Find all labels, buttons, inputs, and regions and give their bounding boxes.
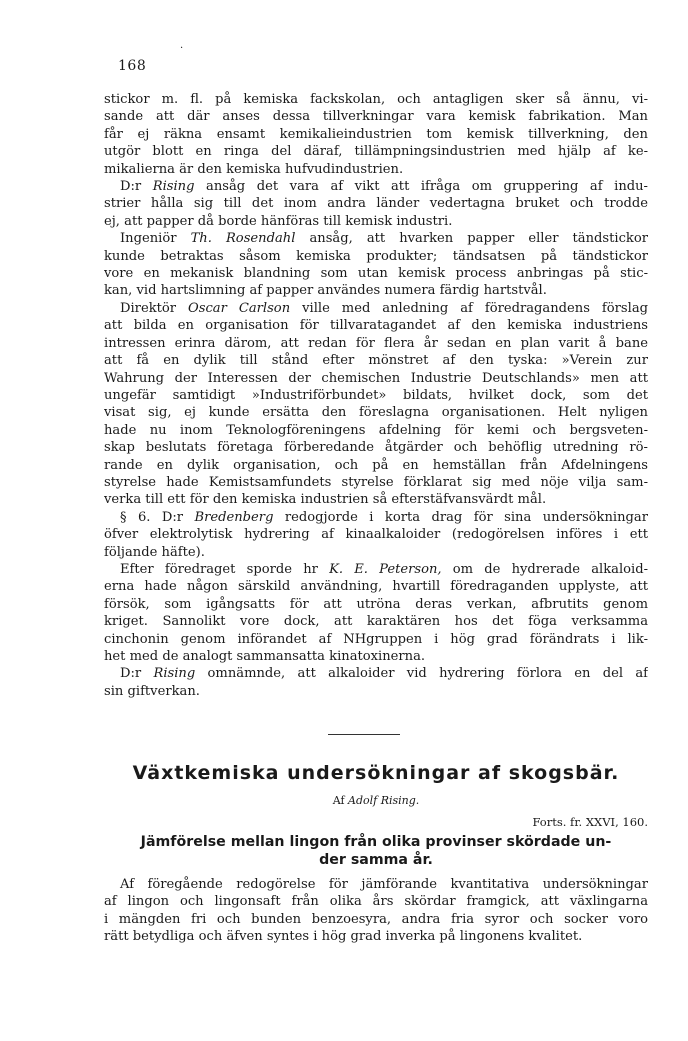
article-body [104, 876, 648, 946]
text-line: Wahrung der Interessen der chemischen Industrie Deutschlands» men att [104, 370, 648, 386]
paragraph-rising-2 [104, 665, 648, 700]
text-line: att bilda en organisation för tillvaratagandet af den kemiska industriens [104, 318, 648, 334]
text-line: rande en dylik organisation, och på en hemställan från Afdelningens [104, 457, 648, 473]
text-line: verka till ett för den kemiska industrien så efterstäfvansvärdt mål. [104, 492, 547, 508]
text-line: ungefär samtidigt »Industriförbundet» bildats, hvilket dock, som det [104, 387, 648, 403]
text-line: visat sig, ej kunde ersätta den föreslagna organisationen. Helt nyligen [104, 405, 648, 421]
text-line: intressen erinra därom, att redan för flera år sedan en plan varit å bane [104, 335, 648, 351]
text-line: Efter föredraget sporde hr K. E. Peterson, om de hydrerade alkaloid- [120, 561, 648, 577]
subtitle-line: Jämförelse mellan lingon från olika provinser skördade un- [140, 834, 612, 850]
text-line: kriget. Sannolikt vore dock, att karaktären hos det föga verksamma [104, 614, 648, 630]
text-line: öfver elektrolytisk hydrering af kinaalkaloider (redogörelsen införes i ett [104, 527, 648, 543]
text-line: af lingon och lingonsaft från olika års skördar framgick, att växlingarna [104, 894, 648, 910]
text-line: kunde betraktas såsom kemiska produkter; tändsatsen på tändstickor [104, 248, 648, 264]
person-name: Bredenberg [194, 509, 274, 525]
section-divider [328, 734, 400, 735]
text-line: i mängden fri och bunden benzoesyra, andra fria syror och socker voro [104, 911, 648, 927]
text-line: rätt betydliga och äfven syntes i hög grad inverka på lingonens kvalitet. [104, 929, 583, 945]
text-line: het med de analogt sammansatta kinatoxinerna. [104, 649, 426, 664]
person-name: Rising [153, 666, 196, 682]
text-line: cinchonin genom införandet af NHgruppen i hög grad förändrats i lik- [104, 631, 648, 647]
text-line: styrelse hade Kemistsamfundets styrelse förklarat sig med nöje vilja sam- [104, 474, 648, 490]
text-line: kan, vid hartslimning af papper användes numera färdig hartstvål. [104, 283, 547, 299]
paragraph-peterson [104, 561, 648, 665]
subtitle-line: der samma år. [319, 852, 433, 868]
paragraph-intro [104, 876, 648, 946]
article-author: Af Adolf Rising. [332, 794, 420, 807]
person-name: K. E. Peterson, [329, 561, 442, 577]
paragraph-bredenberg [104, 509, 648, 561]
paragraph-rosendahl [104, 230, 648, 300]
person-name: Rising [152, 179, 195, 195]
person-name: Oscar Carlson [188, 300, 291, 316]
text-line: utgör blott en ringa del däraf, tillämpningsindustrien med hjälp af ke- [104, 144, 648, 160]
continuation-note: Forts. fr. XXVI, 160. [532, 815, 648, 829]
text-line: försök, som igångsatts för att utröna deras verkan, afbrutits genom [104, 596, 648, 612]
article-title: Växtkemiska undersökningar af skogsbär. [132, 762, 620, 784]
text-line: får ej räkna ensamt kemikalieindustrien tom kemisk tillverkning, den [104, 126, 648, 142]
article-subtitle [104, 833, 648, 869]
text-line: Direktör Oscar Carlson ville med anledning af föredragandens förslag [120, 300, 648, 316]
paragraph-continuation [104, 91, 648, 178]
text-line: följande häfte). [104, 544, 205, 560]
text-line: § 6. D:r Bredenberg redogjorde i korta drag för sina undersökningar [120, 509, 648, 525]
text-line: Af föregående redogörelse för jämförande kvantitativa undersökningar [120, 877, 648, 892]
text-line: erna hade någon särskild användning, hvartill föredraganden upplyste, att [104, 579, 648, 595]
minutes-section [104, 91, 648, 700]
text-line: vore en mekanisk blandning som utan kemisk process anbringas på stic- [104, 266, 648, 282]
text-line: Ingeniör Th. Rosendahl ansåg, att hvarken papper eller tändstickor [120, 231, 648, 247]
text-line: mikalierna är den kemiska hufvudindustrien. [104, 161, 404, 177]
person-name: Th. Rosendahl [190, 231, 296, 247]
page-number: 168 [118, 58, 147, 74]
text-line: sin giftverkan. [104, 683, 200, 699]
paragraph-carlson [104, 300, 648, 509]
paragraph-rising [104, 178, 648, 230]
text-line: D:r Rising ansåg det vara af vikt att ifråga om gruppering af indu- [120, 179, 648, 195]
text-line: att få en dylik till stånd efter mönstret af den tyska: »Verein zur [104, 353, 648, 369]
text-line: stickor m. fl. på kemiska fackskolan, och antagligen sker så ännu, vi- [104, 92, 648, 107]
text-line: ej, att papper då borde hänföras till kemisk industri. [104, 213, 453, 229]
author-name: Adolf Rising. [348, 794, 420, 807]
text-line: hade nu inom Teknologföreningens afdelning för kemi och bergsveten- [104, 422, 648, 438]
page-dot: . [180, 40, 184, 51]
text-line: sande att där anses dessa tillverkningar vara kemisk fabrikation. Man [104, 109, 648, 125]
text-line: strier hålla sig till det inom andra länder vedertagna bruket och trodde [104, 196, 648, 212]
text-line: skap beslutats företaga förberedande åtgärder och behöflig utredning rö- [104, 440, 648, 456]
text-line: D:r Rising omnämnde, att alkaloider vid hydrering förlora en del af [120, 666, 648, 682]
